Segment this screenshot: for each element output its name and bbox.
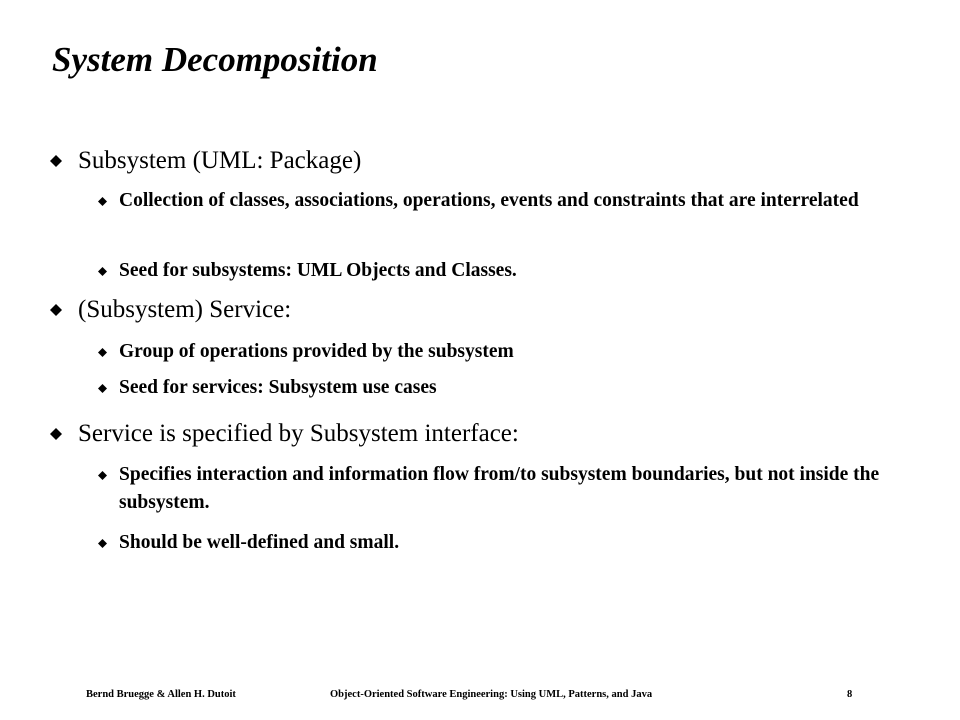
diamond-bullet-icon: [50, 155, 62, 167]
small-diamond-bullet-icon: [98, 348, 107, 357]
small-diamond-bullet-icon: [98, 384, 107, 393]
slide-title: System Decomposition: [52, 40, 378, 79]
sub-bullet-text: Group of operations provided by the subsystem: [119, 341, 514, 362]
bullet-text: (Subsystem) Service:: [78, 296, 292, 323]
sub-bullet-text: Specifies interaction and information flow from/to subsystem boundaries, but not inside the subsystem.: [119, 464, 880, 513]
sub-bullet-group-operations: [98, 338, 908, 366]
sub-bullet-collection: [98, 187, 908, 215]
sub-bullet-text: Seed for subsystems: UML Objects and Classes.: [119, 260, 517, 281]
bullet-text: Subsystem (UML: Package): [78, 147, 362, 174]
small-diamond-bullet-icon: [98, 267, 107, 276]
page-number: 8: [847, 689, 853, 700]
small-diamond-bullet-icon: [98, 197, 107, 206]
sub-bullet-seed-subsystems: [98, 257, 908, 285]
footer-book-title: Object-Oriented Software Engineering: Using UML, Patterns, and Java: [330, 689, 653, 700]
sub-bullet-well-defined: [98, 529, 908, 557]
footer-authors: Bernd Bruegge & Allen H. Dutoit: [86, 689, 236, 700]
small-diamond-bullet-icon: [98, 539, 107, 548]
sub-bullet-text: Seed for services: Subsystem use cases: [119, 377, 437, 398]
diamond-bullet-icon: [50, 428, 62, 440]
sub-bullet-specifies-interaction: [98, 461, 908, 517]
sub-bullet-seed-services: [98, 374, 908, 402]
diamond-bullet-icon: [50, 304, 62, 316]
bullet-text: Service is specified by Subsystem interface:: [78, 420, 519, 447]
small-diamond-bullet-icon: [98, 471, 107, 480]
sub-bullet-text: Collection of classes, associations, operations, events and constraints that are interrelated: [119, 190, 859, 211]
sub-bullet-text: Should be well-defined and small.: [119, 532, 400, 553]
